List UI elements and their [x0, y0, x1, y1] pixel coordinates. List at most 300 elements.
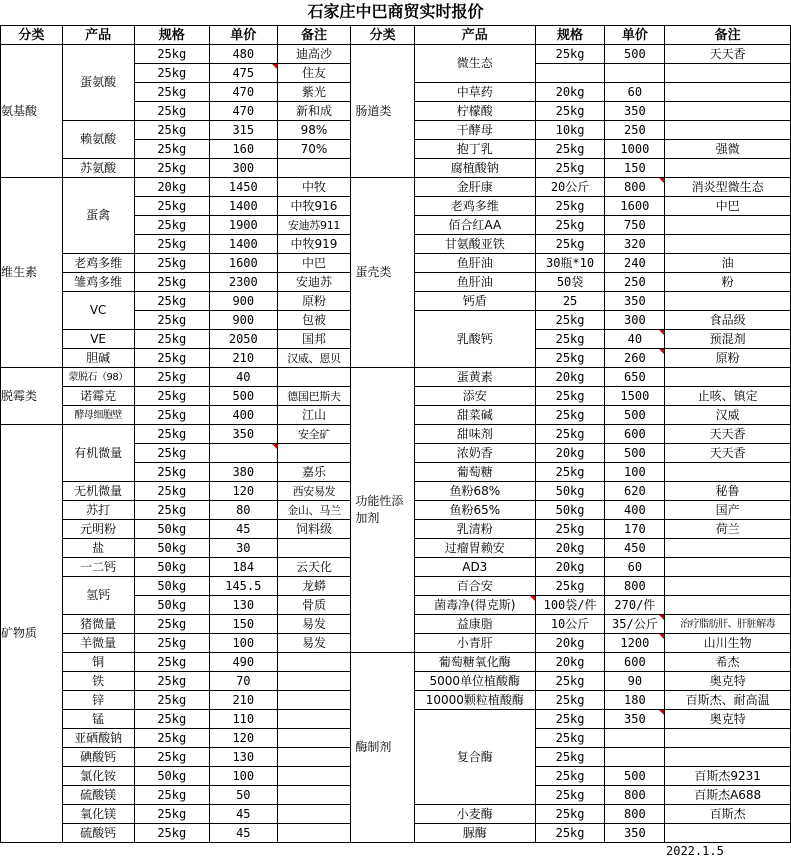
note-cell: 安迪苏: [277, 273, 351, 292]
spec-cell: 25kg: [535, 710, 605, 729]
product-cell: 5000单位植酸酶: [414, 672, 535, 691]
product-cell: 微生态: [414, 45, 535, 83]
product-cell: AD3: [414, 558, 535, 577]
note-cell: 龙蟒: [277, 577, 351, 596]
price-cell: 490: [209, 653, 277, 672]
product-cell: 金肝康: [414, 178, 535, 197]
price-cell: 500: [209, 387, 277, 406]
spec-cell: 20kg: [535, 634, 605, 653]
spec-cell: 25kg: [535, 824, 605, 843]
price-cell: 350: [605, 102, 665, 121]
product-cell: 蒙脱石（98）: [62, 368, 134, 387]
price-cell: 470: [209, 102, 277, 121]
spec-cell: 25kg: [134, 197, 209, 216]
note-cell: 德国巴斯夫: [277, 387, 351, 406]
price-cell: [605, 64, 665, 83]
product-cell: 蛋禽: [62, 178, 134, 254]
table-row: [1, 368, 791, 387]
product-cell: 蛋氨酸: [62, 45, 134, 121]
price-cell: 120: [209, 729, 277, 748]
note-cell: 国产: [665, 501, 791, 520]
note-cell: [277, 805, 351, 824]
note-cell: 云天化: [277, 558, 351, 577]
table-body: [1, 45, 791, 843]
product-cell: 猪微量: [62, 615, 134, 634]
price-cell: 315: [209, 121, 277, 140]
note-cell: 住友: [277, 64, 351, 83]
note-cell: [277, 368, 351, 387]
spec-cell: 25kg: [134, 254, 209, 273]
price-cell: 40: [605, 330, 665, 349]
category-cell: 矿物质: [1, 425, 63, 843]
price-cell: 350: [209, 425, 277, 444]
price-cell: 250: [605, 121, 665, 140]
spec-cell: 25kg: [134, 64, 209, 83]
column-header: 备注: [277, 26, 351, 45]
note-cell: [665, 463, 791, 482]
price-cell: 110: [209, 710, 277, 729]
note-cell: 安全矿: [277, 425, 351, 444]
note-cell: 山川生物: [665, 634, 791, 653]
price-cell: 50: [209, 786, 277, 805]
note-cell: 汉威: [665, 406, 791, 425]
price-cell: 180: [605, 691, 665, 710]
price-cell: [605, 748, 665, 767]
price-cell: 900: [209, 311, 277, 330]
product-cell: 酵母细胞壁: [62, 406, 134, 425]
note-cell: [665, 159, 791, 178]
note-cell: 中牧: [277, 178, 351, 197]
product-cell: 老鸡多维: [414, 197, 535, 216]
price-cell: 210: [209, 691, 277, 710]
note-cell: [277, 159, 351, 178]
price-cell: 70: [209, 672, 277, 691]
price-cell: [209, 444, 277, 463]
product-cell: 羊微量: [62, 634, 134, 653]
spec-cell: 20公斤: [535, 178, 605, 197]
spec-cell: 25kg: [134, 805, 209, 824]
spec-cell: 20kg: [134, 178, 209, 197]
note-cell: 70%: [277, 140, 351, 159]
price-cell: 800: [605, 178, 665, 197]
note-cell: [277, 710, 351, 729]
price-cell: 60: [605, 558, 665, 577]
category-cell: 酶制剂: [351, 653, 415, 843]
product-cell: 有机微量: [62, 425, 134, 482]
product-cell: 碘酸钙: [62, 748, 134, 767]
report-date: 2022.1.5: [666, 844, 724, 858]
product-cell: 干酵母: [414, 121, 535, 140]
note-cell: [665, 729, 791, 748]
price-cell: 2050: [209, 330, 277, 349]
price-cell: 80: [209, 501, 277, 520]
note-cell: 原粉: [277, 292, 351, 311]
price-cell: [605, 729, 665, 748]
spec-cell: 25kg: [134, 824, 209, 843]
spec-cell: 10公斤: [535, 615, 605, 634]
table-row: [1, 653, 791, 672]
product-cell: 锌: [62, 691, 134, 710]
note-cell: 奥克特: [665, 672, 791, 691]
price-cell: 184: [209, 558, 277, 577]
note-cell: 粉: [665, 273, 791, 292]
spec-cell: 25kg: [535, 216, 605, 235]
spec-cell: 25kg: [535, 805, 605, 824]
product-cell: 胆碱: [62, 349, 134, 368]
note-cell: 天天香: [665, 425, 791, 444]
spec-cell: 50kg: [535, 501, 605, 520]
spec-cell: 25kg: [134, 387, 209, 406]
product-cell: 柠檬酸: [414, 102, 535, 121]
spec-cell: 25kg: [134, 501, 209, 520]
category-cell: 蛋壳类: [351, 178, 415, 368]
note-cell: 中牧916: [277, 197, 351, 216]
sheet-title: 石家庄中巴商贸实时报价: [307, 2, 484, 21]
price-cell: 480: [209, 45, 277, 64]
price-cell: 260: [605, 349, 665, 368]
note-cell: [277, 748, 351, 767]
price-cell: 1600: [605, 197, 665, 216]
spec-cell: 25kg: [134, 672, 209, 691]
spec-cell: 25kg: [535, 520, 605, 539]
product-cell: 甜味剂: [414, 425, 535, 444]
category-cell: 氨基酸: [1, 45, 63, 178]
price-cell: 500: [605, 45, 665, 64]
spec-cell: 25kg: [134, 216, 209, 235]
note-cell: [665, 216, 791, 235]
note-cell: [665, 368, 791, 387]
price-cell: 45: [209, 824, 277, 843]
note-cell: 治疗脂肪肝、肝脏解毒: [665, 615, 791, 634]
note-cell: 嘉乐: [277, 463, 351, 482]
note-cell: [665, 121, 791, 140]
product-cell: 乳酸钙: [414, 311, 535, 368]
spec-cell: 25kg: [134, 406, 209, 425]
column-header: 产品: [62, 26, 134, 45]
price-cell: 500: [605, 767, 665, 786]
spec-cell: 25kg: [134, 748, 209, 767]
product-cell: 脲酶: [414, 824, 535, 843]
note-cell: [277, 672, 351, 691]
spec-cell: 25kg: [134, 444, 209, 463]
note-cell: 秘鲁: [665, 482, 791, 501]
price-cell: 150: [605, 159, 665, 178]
spec-cell: 30瓶*10: [535, 254, 605, 273]
note-cell: [665, 577, 791, 596]
product-cell: 苏打: [62, 501, 134, 520]
spec-cell: 25kg: [134, 691, 209, 710]
note-cell: 天天香: [665, 444, 791, 463]
spec-cell: 25kg: [134, 273, 209, 292]
spec-cell: 25kg: [134, 292, 209, 311]
spec-cell: 25kg: [535, 786, 605, 805]
note-cell: 金山、马兰: [277, 501, 351, 520]
note-cell: [665, 102, 791, 121]
spec-cell: 25kg: [535, 463, 605, 482]
product-cell: 赖氨酸: [62, 121, 134, 159]
note-cell: 消炎型微生态: [665, 178, 791, 197]
price-cell: 45: [209, 520, 277, 539]
product-cell: 苏氨酸: [62, 159, 134, 178]
spec-cell: 25kg: [134, 463, 209, 482]
column-header: 分类: [1, 26, 63, 45]
spec-cell: 25kg: [535, 349, 605, 368]
price-cell: 800: [605, 577, 665, 596]
product-cell: 鱼粉68%: [414, 482, 535, 501]
category-cell: 脱霉类: [1, 368, 63, 425]
spec-cell: 25kg: [535, 330, 605, 349]
spec-cell: 25kg: [134, 653, 209, 672]
price-cell: 2300: [209, 273, 277, 292]
product-cell: 小麦酶: [414, 805, 535, 824]
column-header: 分类: [351, 26, 415, 45]
price-cell: 30: [209, 539, 277, 558]
note-cell: 紫光: [277, 83, 351, 102]
price-cell: 1600: [209, 254, 277, 273]
note-cell: 强微: [665, 140, 791, 159]
product-cell: VC: [62, 292, 134, 330]
price-cell: 500: [605, 444, 665, 463]
product-cell: 氯化铵: [62, 767, 134, 786]
column-header: 单价: [605, 26, 665, 45]
spec-cell: 25kg: [134, 710, 209, 729]
spec-cell: 25kg: [535, 406, 605, 425]
spec-cell: 25kg: [134, 235, 209, 254]
product-cell: 复合酶: [414, 710, 535, 805]
note-cell: 油: [665, 254, 791, 273]
note-cell: [277, 444, 351, 463]
note-cell: [277, 786, 351, 805]
note-cell: 新和成: [277, 102, 351, 121]
product-cell: 氢钙: [62, 577, 134, 615]
product-cell: 小青肝: [414, 634, 535, 653]
spec-cell: 25kg: [535, 425, 605, 444]
column-header: 产品: [414, 26, 535, 45]
product-cell: 佰合红AA: [414, 216, 535, 235]
spec-cell: 25kg: [535, 672, 605, 691]
spec-cell: 25kg: [535, 729, 605, 748]
price-cell: 1200: [605, 634, 665, 653]
note-cell: [277, 729, 351, 748]
price-cell: 100: [605, 463, 665, 482]
product-cell: 老鸡多维: [62, 254, 134, 273]
note-cell: 止咳、镇定: [665, 387, 791, 406]
note-cell: [665, 558, 791, 577]
column-header: 规格: [535, 26, 605, 45]
product-cell: 雏鸡多维: [62, 273, 134, 292]
price-cell: 250: [605, 273, 665, 292]
price-cell: 240: [605, 254, 665, 273]
note-cell: 易发: [277, 615, 351, 634]
note-cell: [665, 64, 791, 83]
note-cell: 饲料级: [277, 520, 351, 539]
product-cell: 10000颗粒植酸酶: [414, 691, 535, 710]
product-cell: 乳清粉: [414, 520, 535, 539]
note-cell: [277, 824, 351, 843]
product-cell: 添安: [414, 387, 535, 406]
product-cell: 诺霉克: [62, 387, 134, 406]
note-cell: 中牧919: [277, 235, 351, 254]
product-cell: 过瘤胃赖安: [414, 539, 535, 558]
price-cell: 170: [605, 520, 665, 539]
spec-cell: 20kg: [535, 653, 605, 672]
spec-cell: [535, 64, 605, 83]
product-cell: 硫酸镁: [62, 786, 134, 805]
spec-cell: 25kg: [535, 767, 605, 786]
price-cell: 1450: [209, 178, 277, 197]
spec-cell: 25kg: [134, 615, 209, 634]
product-cell: 葡萄糖氧化酶: [414, 653, 535, 672]
product-cell: 一二钙: [62, 558, 134, 577]
note-cell: [665, 292, 791, 311]
spec-cell: 25kg: [535, 45, 605, 64]
price-cell: 320: [605, 235, 665, 254]
price-cell: 1400: [209, 197, 277, 216]
column-header: 规格: [134, 26, 209, 45]
category-cell: 功能性添加剂: [351, 368, 415, 653]
product-cell: 鱼粉65%: [414, 501, 535, 520]
spec-cell: 25kg: [134, 786, 209, 805]
column-header: 单价: [209, 26, 277, 45]
price-cell: 350: [605, 710, 665, 729]
price-cell: 35/公斤: [605, 615, 665, 634]
note-cell: [277, 767, 351, 786]
spec-cell: 25kg: [535, 140, 605, 159]
note-cell: 汉威、恩贝: [277, 349, 351, 368]
product-cell: 锰: [62, 710, 134, 729]
spec-cell: 25kg: [134, 121, 209, 140]
spec-cell: 20kg: [535, 539, 605, 558]
spec-cell: 25kg: [134, 425, 209, 444]
product-cell: 钙盾: [414, 292, 535, 311]
note-cell: 天天香: [665, 45, 791, 64]
spec-cell: 25kg: [134, 349, 209, 368]
category-cell: 维生素: [1, 178, 63, 368]
note-cell: 百斯杰A688: [665, 786, 791, 805]
price-cell: 400: [209, 406, 277, 425]
note-cell: 希杰: [665, 653, 791, 672]
price-cell: 60: [605, 83, 665, 102]
spec-cell: 25kg: [535, 159, 605, 178]
product-cell: 盐: [62, 539, 134, 558]
price-cell: 90: [605, 672, 665, 691]
note-cell: 包被: [277, 311, 351, 330]
spec-cell: 25kg: [134, 83, 209, 102]
table-row: [1, 178, 791, 197]
product-cell: 氧化镁: [62, 805, 134, 824]
price-cell: 150: [209, 615, 277, 634]
product-cell: 无机微量: [62, 482, 134, 501]
product-cell: 亚硒酸钠: [62, 729, 134, 748]
spec-cell: 20kg: [535, 368, 605, 387]
spec-cell: 50kg: [134, 520, 209, 539]
spec-cell: 100袋/件: [535, 596, 605, 615]
spec-cell: 25kg: [134, 729, 209, 748]
product-cell: 腐植酸钠: [414, 159, 535, 178]
price-cell: 45: [209, 805, 277, 824]
note-cell: [665, 596, 791, 615]
note-cell: [277, 691, 351, 710]
price-cell: 900: [209, 292, 277, 311]
spec-cell: 20kg: [535, 444, 605, 463]
spec-cell: 50kg: [134, 767, 209, 786]
column-header: 备注: [665, 26, 791, 45]
note-cell: 百斯杰、耐高温: [665, 691, 791, 710]
spec-cell: 25kg: [134, 140, 209, 159]
spec-cell: 25kg: [134, 159, 209, 178]
note-cell: 中巴: [665, 197, 791, 216]
product-cell: 益康脂: [414, 615, 535, 634]
product-cell: 菌毒净(得克斯): [414, 596, 535, 615]
note-cell: 安迪苏911: [277, 216, 351, 235]
price-cell: 470: [209, 83, 277, 102]
product-cell: 鱼肝油: [414, 273, 535, 292]
price-cell: 650: [605, 368, 665, 387]
spec-cell: 25kg: [535, 197, 605, 216]
product-cell: 抱丁乳: [414, 140, 535, 159]
header-row: [1, 26, 791, 45]
spec-cell: 25kg: [535, 102, 605, 121]
product-cell: 甜菜碱: [414, 406, 535, 425]
spec-cell: 25kg: [134, 330, 209, 349]
price-cell: 300: [209, 159, 277, 178]
spec-cell: 20kg: [535, 558, 605, 577]
product-cell: 铁: [62, 672, 134, 691]
spec-cell: 10kg: [535, 121, 605, 140]
spec-cell: 50kg: [134, 596, 209, 615]
price-cell: 100: [209, 634, 277, 653]
note-cell: [665, 83, 791, 102]
price-cell: 500: [605, 406, 665, 425]
price-cell: 600: [605, 425, 665, 444]
product-cell: 鱼肝油: [414, 254, 535, 273]
note-cell: 中巴: [277, 254, 351, 273]
price-cell: 350: [605, 824, 665, 843]
note-cell: 骨质: [277, 596, 351, 615]
price-table: [0, 25, 791, 843]
spec-cell: 25kg: [134, 368, 209, 387]
note-cell: 百斯杰9231: [665, 767, 791, 786]
price-cell: 145.5: [209, 577, 277, 596]
note-cell: [665, 235, 791, 254]
product-cell: 浓奶香: [414, 444, 535, 463]
spec-cell: 25kg: [535, 387, 605, 406]
spec-cell: 20kg: [535, 83, 605, 102]
price-cell: 130: [209, 596, 277, 615]
product-cell: VE: [62, 330, 134, 349]
price-cell: 600: [605, 653, 665, 672]
spec-cell: 25kg: [134, 482, 209, 501]
price-cell: 750: [605, 216, 665, 235]
spec-cell: 25kg: [535, 748, 605, 767]
price-cell: 620: [605, 482, 665, 501]
note-cell: [665, 748, 791, 767]
spec-cell: 25kg: [134, 45, 209, 64]
product-cell: 葡萄糖: [414, 463, 535, 482]
price-cell: 270/件: [605, 596, 665, 615]
spec-cell: 50袋: [535, 273, 605, 292]
product-cell: 蛋黄素: [414, 368, 535, 387]
note-cell: 易发: [277, 634, 351, 653]
spec-cell: 25kg: [134, 634, 209, 653]
note-cell: 迪高沙: [277, 45, 351, 64]
spec-cell: 50kg: [134, 539, 209, 558]
note-cell: 荷兰: [665, 520, 791, 539]
table-row: [1, 45, 791, 64]
spec-cell: 25kg: [535, 691, 605, 710]
product-cell: 百合安: [414, 577, 535, 596]
price-cell: 450: [605, 539, 665, 558]
